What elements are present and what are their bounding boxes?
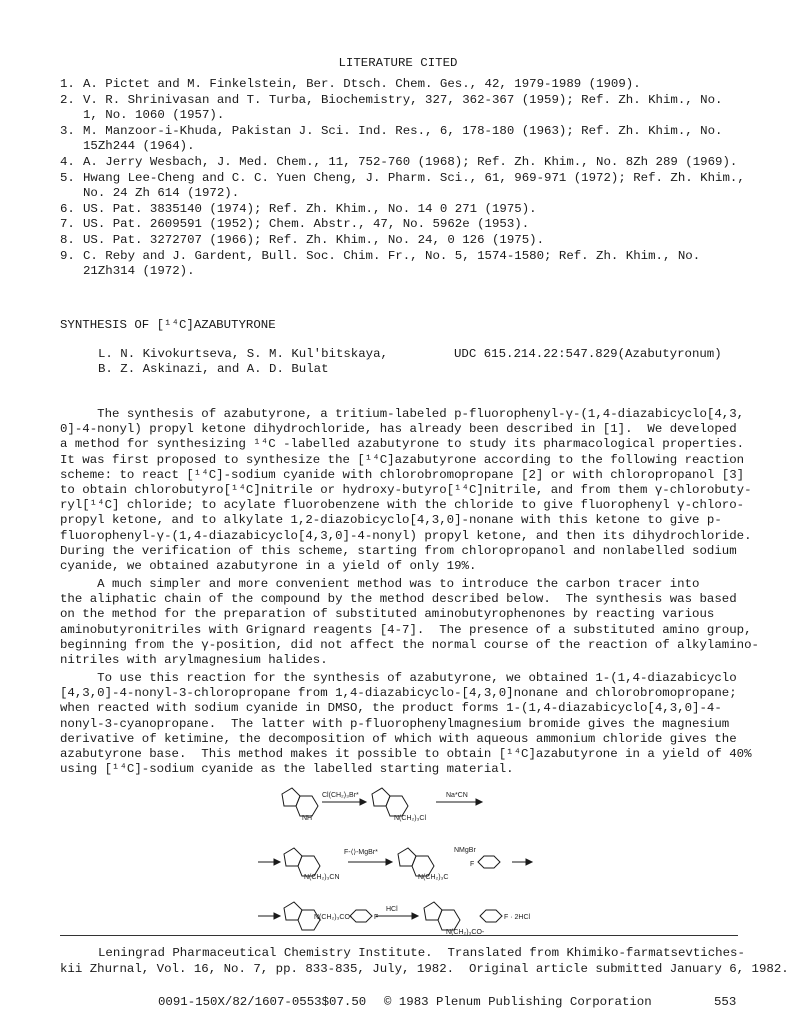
paragraph-line: 0]-4-nonyl) propyl ketone dihydrochloride, has already been described in [1]. We developed [60,422,737,437]
reference-line: 21Zh314 (1972). [83,264,195,279]
footer-divider [60,935,738,936]
reference-line: M. Manzoor-i-Khuda, Pakistan J. Sci. Ind. Res., 6, 178-180 (1963); Ref. Zh. Khim., No. [83,123,723,138]
paragraph-line: During the verification of this scheme, starting from chloropropanol and nonlabelled sodium [60,543,737,558]
paragraph-intro [60,407,760,574]
paragraph-line: azabutyrone base. This method makes it possible to obtain [¹⁴C]azabutyrone in a yield of 40% [60,747,752,762]
paragraph-line: ryl[¹⁴C] chloride; to acylate fluorobenzene with the chloride to give fluorophenyl γ-chloro- [60,498,745,513]
paragraph-synthesis [60,671,760,777]
paragraph-line: a method for synthesizing ¹⁴C -labelled azabutyrone to study its pharmacological properties. [60,437,745,452]
footer-code: 0091-150X/82/1607-0553$07.50 [158,995,367,1009]
reference-number: 4. [60,154,75,169]
label-f-2: F [374,914,379,921]
paragraph-line: using [¹⁴C]-sodium cyanide as the labelled starting material. [60,762,514,777]
label-imine: N(CH₂)₃C [418,874,449,881]
authors-line-1: L. N. Kivokurtseva, S. M. Kul'bitskaya, [98,347,388,361]
label-nmgbr: NMgBr [454,847,476,854]
paragraph-line: the aliphatic chain of the compound by the method described below. The synthesis was based [60,592,737,607]
paragraph-method [60,577,760,668]
label-f-1: F [470,861,475,868]
reference-line: No. 24 Zh 614 (1972). [83,185,240,200]
paragraph-line: The synthesis of azabutyrone, a tritium-labeled p-fluorophenyl-γ-(1,4-diazabicyclo[4,3, [60,407,745,421]
reference-line: US. Pat. 2609591 (1952); Chem. Abstr., 47, No. 5962e (1953). [83,217,530,232]
reference-line: A. Jerry Wesbach, J. Med. Chem., 11, 752-760 (1968); Ref. Zh. Khim., No. 8Zh 289 (1969). [83,154,738,169]
label-nh: NH [302,815,313,822]
reagent-sodium-cyanide: Na*CN [446,792,468,799]
chloropropyl-structure [372,788,408,816]
label-ketone: N(CH₂)₃CO- [314,914,353,921]
reference-number: 3. [60,123,75,138]
reference-number: 9. [60,249,75,263]
label-salt: F · 2HCl [504,914,531,921]
page-number: 553 [714,995,737,1009]
reagent-chlorobromopropane: Cl(CH₂)₃Br* [322,792,359,799]
article-title: SYNTHESIS OF [¹⁴C]AZABUTYRONE [60,318,276,332]
reference-line: A. Pictet and M. Finkelstein, Ber. Dtsch. Chem. Ges., 42, 1979-1989 (1909). [83,77,641,91]
reference-number: 6. [60,201,75,216]
paragraph-line: when reacted with sodium cyanide in DMSO, the product forms 1-(1,4-diazabicyclo[4,3,0]-4- [60,701,722,716]
paragraph-line: It was first proposed to synthesize the [¹⁴C]azabutyrone according to the following reaction [60,452,745,467]
footer-institute: Leningrad Pharmaceutical Chemistry Institute. Translated from Khimiko-farmatsevtiches- [98,946,745,960]
reference-number: 2. [60,92,75,107]
paragraph-line: to obtain chlorobutyro[¹⁴C]nitrile or hydroxy-butyro[¹⁴C]nitrile, and from them γ-chlorobuty- [60,483,752,498]
footer-copyright: © 1983 Plenum Publishing Corporation [384,995,652,1009]
reference-line: Hwang Lee-Cheng and C. C. Yuen Cheng, J. Pharm. Sci., 61, 969-971 (1972); Ref. Zh. Khim., [83,170,745,185]
label-ketone-2: N(CH₂)₃CO- [446,929,485,936]
reagent-hcl: HCl [386,906,398,913]
magnesium-ketimine-structure [398,848,500,876]
paragraph-line: scheme: to react [¹⁴C]-sodium cyanide with chlorobromopropane [2] or with chloropropanol [3] [60,467,745,482]
paragraph-line: aminobutyronitriles with Grignard reagents [4-7]. The presence of a substituted amino group, [60,622,752,637]
paragraph-line: [4,3,0]-4-nonyl-3-chloropropane from 1,4-diazabicyclo-[4,3,0]nonane and chlorobromopropane; [60,686,737,701]
reference-number: 7. [60,217,75,232]
literature-cited-heading: LITERATURE CITED [338,56,458,70]
reference-number: 5. [60,170,75,185]
paragraph-line: fluorophenyl-γ-(1,4-diazabicyclo[4,3,0]-4-nonyl) propyl ketone, and then its dihydrochloride. [60,528,752,543]
reagent-grignard: F-⟨⟩-MgBr* [344,849,378,856]
paragraph-line: cyanide, we obtained azabutyrone in a yield of only 19%. [60,559,477,574]
diazabicyclononane-structure [282,788,318,816]
paragraph-line: propyl ketone, and to alkylate 1,2-diazobicyclo[4,3,0]-nonane with this ketone to give p- [60,513,722,528]
footer-journal: kii Zhurnal, Vol. 16, No. 7, pp. 833-835, July, 1982. Original article submitted January 6, 1982. [60,962,789,976]
paragraph-line: A much simpler and more convenient method was to introduce the carbon tracer into [60,577,700,591]
reference-number: 1. [60,77,75,91]
paragraph-line: derivative of ketimine, the decomposition of which with aqueous ammonium chloride gives the [60,731,737,746]
azabutyrone-dihydrochloride-structure [424,902,502,930]
paragraph-line: nitriles with arylmagnesium halides. [60,653,328,668]
udc-code: UDC 615.214.22:547.829(Azabutyronum) [454,347,722,361]
authors-line-2: B. Z. Askinazi, and A. D. Bulat [98,362,329,376]
reference-line: US. Pat. 3835140 (1974); Ref. Zh. Khim., No. 14 0 271 (1975). [83,201,537,216]
paragraph-line: To use this reaction for the synthesis of azabutyrone, we obtained 1-(1,4-diazabicyclo [60,671,737,685]
paragraph-line: on the method for the preparation of substituted aminobutyrophenones by reacting various [60,607,715,622]
paragraph-line: nonyl-3-cyanopropane. The latter with p-fluorophenylmagnesium bromide gives the magnesium [60,716,730,731]
label-cyanopropyl: N(CH₂)₃CN [304,874,340,881]
cyanopropyl-structure [284,848,320,876]
paragraph-line: beginning from the γ-position, did not affect the normal course of the reaction of alkylamino- [60,637,759,652]
reference-number: 8. [60,233,75,248]
label-chloropropyl: N(CH₂)₃Cl [394,815,427,822]
reference-line: C. Reby and J. Gardent, Bull. Soc. Chim. Fr., No. 5, 1574-1580; Ref. Zh. Khim., No. [83,249,701,263]
reference-line: US. Pat. 3272707 (1966); Ref. Zh. Khim., No. 24, 0 126 (1975). [83,233,545,248]
reference-line: 1, No. 1060 (1957). [83,108,225,122]
reference-line: V. R. Shrinivasan and T. Turba, Biochemistry, 327, 362-367 (1959); Ref. Zh. Khim., No. [83,92,723,107]
reference-line: 15Zh244 (1964). [83,139,195,153]
reaction-scheme [0,780,796,940]
